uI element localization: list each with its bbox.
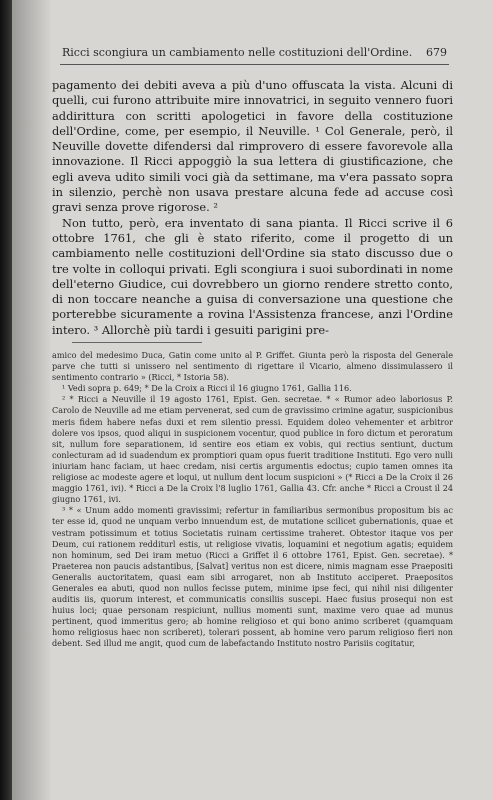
body-paragraph: Non tutto, però, era inventato di sana pianta. Il Ricci scrive il 6 ottobre 1761, che gli è stato riferito, come il progetto di un cambiamento nelle costituzioni dell'Ordine sia stato discusso due o tre volte in colloqui privati. Egli scongiura i suoi subordinati in nome dell'eterno Giudice, cui dovrebbero un giorno rendere stretto conto, di non toccare neanche a guisa di conversazione una questione che porterebbe sicuramente a rovina l'Assistenza francese, anzi l'Ordine intero. ³ Allorchè più tardi i gesuiti parigini pre- — [52, 215, 453, 337]
footnote-2: ² * Ricci a Neuville il 19 agosto 1761, Epist. Gen. secretae. * « Rumor adeo laboriosus P. Carolo de Neuville ad me etiam pervenerat, sed cum de gravissimo crimine agatur, suspicionibus meris fidem habere nefas duxi et rem silentio pressi. Equidem doleo vehementer et arbitror dolere vos ipsos, quod aliqui in suspicionem vocentur, quod publice in foro dictum et peroratum sit, nullum fore separationem, id sentire eos etiam ex vobis, qui rectius sentiunt, ductum conlecturam ad id suadendum ex promptiori quam opus fuerit traditione Instituti. Ego vero nulli iniuriam hanc faciam, ut haec credam, nisi certis argumentis edoctus; cupio tamen omnes ita religiose ac modeste agere et loqui, ut nullum dent locum suspicioni » (* Ricci a De la Croix il 26 maggio 1761, ivi). * Ricci a De la Croix l'8 luglio 1761, Gallia 43. Cfr. anche * Ricci a Croust il 24 giugno 1761, ivi. — [52, 394, 453, 505]
body-paragraph: pagamento dei debiti aveva a più d'uno offuscata la vista. Alcuni di quelli, cui furono attribuite mire innovatrici, in seguito vennero fuori addirittura con scritti apologetici in favore della costituzione dell'Ordine, come, per esempio, il Neuville. ¹ Col Generale, però, il Neuville dovette difendersi dal rimprovero di essere favorevole alla innovazione. Il Ricci appoggiò la sua lettera di giustificazione, che egli aveva udito simili voci già da settimane, ma v'era passato sopra in silenzio, perchè non usava prestare alcuna fede ad accuse così gravi senza prove rigorose. ² — [52, 78, 453, 215]
page-number: 679 — [426, 46, 447, 59]
header-rule — [60, 64, 449, 65]
book-page — [12, 0, 493, 800]
running-title: Ricci scongiura un cambiamento nelle costituzioni dell'Ordine. — [62, 46, 413, 59]
footnotes — [52, 350, 453, 650]
page-header — [62, 46, 447, 64]
footnote-3: ³ * « Unum addo momenti gravissimi; refertur in familiaribus sermonibus propositum bis ac ter esse id, quod ne unquam verbo innuendum est, de mutatione scilicet gubernationis, quae et vestram potissimum et totius Societatis ruinam certissime traheret. Obtestor itaque vos per Deum, cui rationem redditurl estis, ut religiose vivatis, loquamini et negotium agatis; equidem non hominum, sed Dei iram metuo (Ricci a Griffet il 6 ottobre 1761, Epist. Gen. secretae). * Praeterea non paucis adstantibus, [Salvat] veritus non est dicere, nimis magnam esse Praepositi Generalis auctoritatem, quasi eam sibi arrogaret, non ab Instituto acciperet. Praepositos Generales ea abuti, quod non nullos fecisse putem, minime ipse feci, qui nihil nisi diligenter auditis iis, quorum interest, et communicatis consiliis suscepi. Haec fusius prosequi non est huius loci; quae personam respiciunt, nullius momenti sunt, maxime vero quae ad munus pertinent, quod immeritus gero; ab homine religioso et qui bono animo scriberet (quamquam homo religiosus haec non scriberet), tolerari possent, ab homine vero parum religioso fieri non debent. Sed illud me angit, quod cum de labefactando Instituto nostro Parisiis cogitatur, — [52, 505, 453, 649]
main-text — [52, 78, 453, 338]
footnote-separator — [72, 342, 202, 343]
book-spine-shadow — [0, 0, 12, 800]
footnote-1: ¹ Vedi sopra p. 649; * De la Croix a Ricci il 16 giugno 1761, Gallia 116. — [62, 383, 352, 394]
footnote-continuation: amico del medesimo Duca, Gatin come unito al P. Griffet. Giunta però la risposta del Generale parve che tutti si unissero nel sentimento di rigettare il Vicario, almeno dissimulassero il sentimento contrario » (Ricci, * Istoria 58). — [52, 350, 453, 383]
